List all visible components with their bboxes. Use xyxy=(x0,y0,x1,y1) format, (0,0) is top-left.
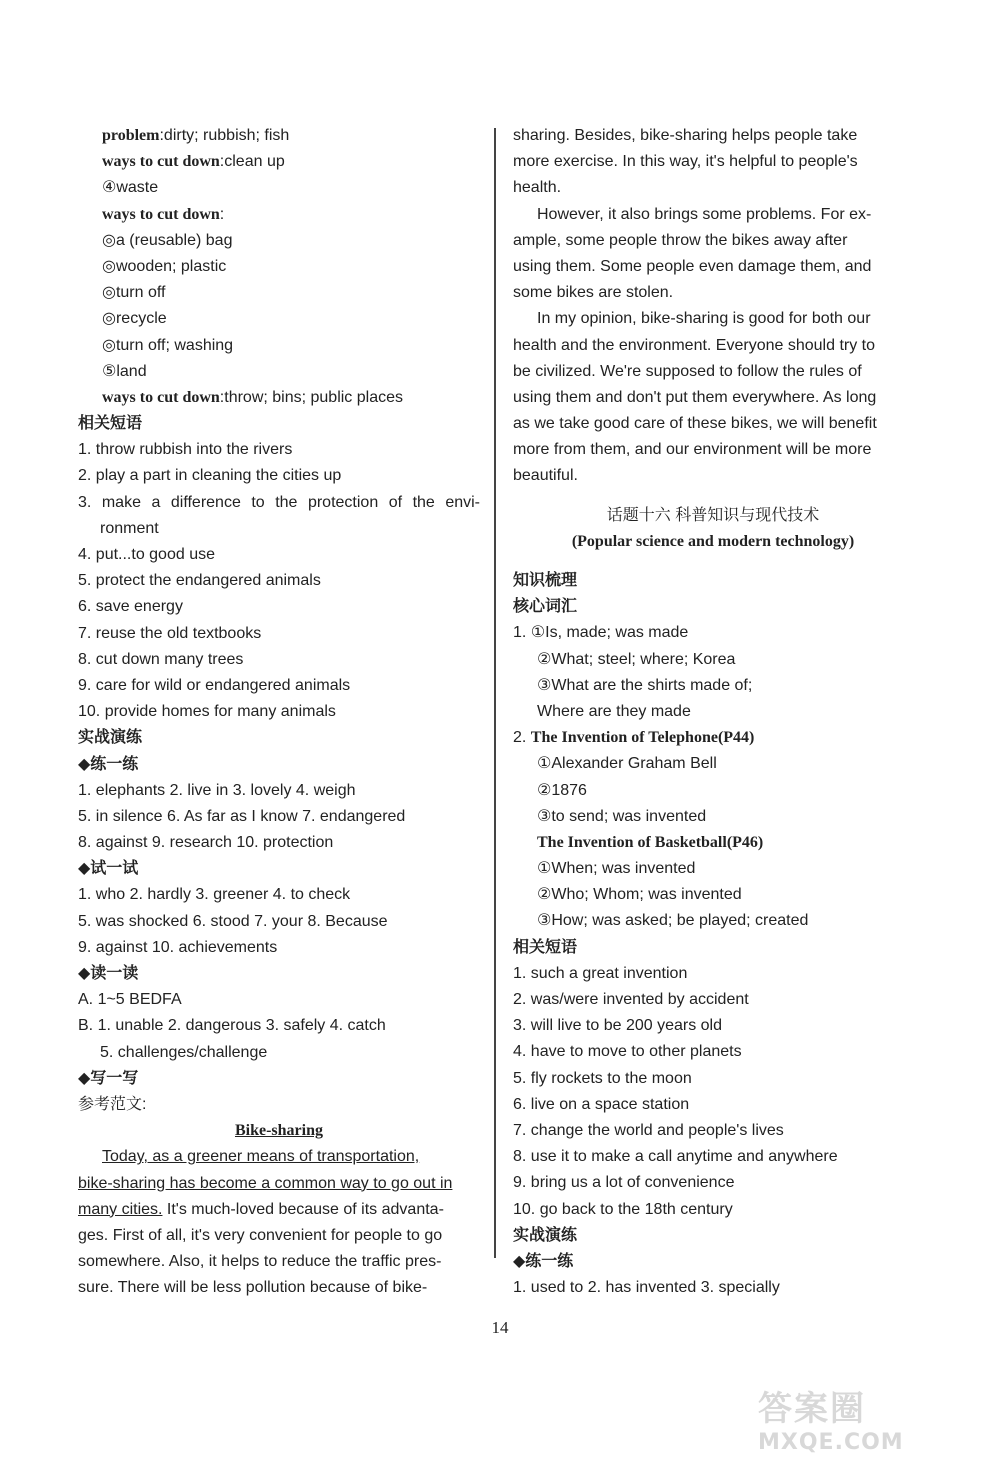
answer-waste: ④waste xyxy=(102,179,159,197)
phrase-item: 7. change the world and people's lives xyxy=(513,1121,784,1139)
phrase-item: 10. go back to the 18th century xyxy=(513,1200,733,1218)
subsection-heading: ◆写一写 xyxy=(78,1069,139,1087)
phrase-item: 1. throw rubbish into the rivers xyxy=(78,441,293,459)
phrase-item: 5. fly rockets to the moon xyxy=(513,1069,692,1087)
answer-line: ②What; steel; where; Korea xyxy=(537,650,736,668)
essay-line: beautiful. xyxy=(513,467,578,485)
essay-line: as we take good care of these bikes, we will benefit xyxy=(513,415,877,433)
essay-line: more from them, and our environment will be more xyxy=(513,441,872,459)
essay-line: using them and don't put them everywhere. As long xyxy=(513,388,877,406)
section-heading: 知识梳理 xyxy=(513,572,578,589)
answer-ways-2: ways to cut down: xyxy=(102,205,225,223)
exercise-line: 1. used to 2. has invented 3. specially xyxy=(513,1279,780,1297)
phrase-item: 4. put...to good use xyxy=(78,546,215,563)
essay-line: ges. First of all, it's very convenient for people to go xyxy=(78,1226,443,1244)
essay-title: Bike-sharing xyxy=(234,1122,323,1140)
phrase-item: 6. save energy xyxy=(78,598,183,616)
essay-line: In my opinion, bike-sharing is good for both our xyxy=(537,310,871,328)
subsection-heading: ◆试一试 xyxy=(78,860,139,878)
phrase-item: 9. bring us a lot of convenience xyxy=(513,1174,735,1192)
phrase-item: 4. have to move to other planets xyxy=(513,1043,742,1061)
right-column xyxy=(513,123,913,1301)
answer-item: ◎wooden; plastic xyxy=(102,257,227,275)
answer-line: ②1876 xyxy=(537,781,587,799)
essay-line: Today, as a greener means of transportation, xyxy=(102,1148,420,1166)
phrase-item: 3. make a difference to the protection of the envi- xyxy=(78,493,480,511)
phrase-item: 5. protect the endangered animals xyxy=(78,572,321,590)
essay-line: some bikes are stolen. xyxy=(513,284,674,302)
exercise-line: 5. challenges/challenge xyxy=(100,1043,268,1061)
exercise-line: 5. was shocked 6. stood 7. your 8. Because xyxy=(78,912,388,930)
exercise-line: A. 1~5 BEDFA xyxy=(78,991,182,1009)
page-number: 14 xyxy=(491,1318,509,1337)
exercise-line: B. 1. unable 2. dangerous 3. safely 4. catch xyxy=(78,1017,386,1035)
answer-line: Where are they made xyxy=(537,702,691,720)
essay-line: sure. There will be less pollution because of bike- xyxy=(78,1279,428,1297)
phrase-item: 10. provide homes for many animals xyxy=(78,703,336,721)
phrase-item: 9. care for wild or endangered animals xyxy=(78,676,351,694)
left-column xyxy=(78,123,480,1301)
answer-line: ②Who; Whom; was invented xyxy=(537,886,742,904)
answer-ways-1: ways to cut down:clean up xyxy=(102,153,285,171)
section-heading: 相关短语 xyxy=(513,938,578,956)
watermark-logo xyxy=(758,1381,978,1455)
phrase-item: 8. cut down many trees xyxy=(78,650,244,668)
exercise-line: 9. against 10. achievements xyxy=(78,938,278,956)
subsection-heading: ◆练一练 xyxy=(513,1252,574,1270)
essay-line: somewhere. Also, it helps to reduce the traffic pres- xyxy=(78,1253,442,1271)
essay-line: more exercise. In this way, it's helpful to people's xyxy=(513,153,858,171)
section-heading: 实战演练 xyxy=(513,1226,578,1244)
phrase-item: 2. was/were invented by accident xyxy=(513,991,749,1008)
subsection-heading: ◆读一读 xyxy=(78,965,139,982)
phrase-item: ronment xyxy=(100,519,159,537)
answer-line: ①When; was invented xyxy=(537,860,696,878)
answer-problem: problem:dirty; rubbish; fish xyxy=(102,127,290,144)
exercise-line: 8. against 9. research 10. protection xyxy=(78,834,334,852)
phrase-item: 7. reuse the old textbooks xyxy=(78,624,262,642)
answer-ways-3: ways to cut down:throw; bins; public places xyxy=(102,388,403,406)
answer-item: ◎recycle xyxy=(102,310,167,328)
answer-item: ◎a (reusable) bag xyxy=(102,231,233,249)
phrase-item: 3. will live to be 200 years old xyxy=(513,1017,722,1035)
answer-land: ⑤land xyxy=(102,362,147,380)
invention-basketball-title: The Invention of Basketball(P46) xyxy=(537,833,764,851)
watermark-text-bottom: MXQE.COM xyxy=(758,1430,904,1455)
answer-line: ③to send; was invented xyxy=(537,807,707,825)
section-heading: 核心词汇 xyxy=(513,598,578,616)
exercise-line: 1. who 2. hardly 3. greener 4. to check xyxy=(78,886,351,904)
answer-line: ③What are the shirts made of; xyxy=(537,676,753,694)
essay-line: health. xyxy=(513,179,562,197)
essay-line: many cities. It's much-loved because of its advanta- xyxy=(78,1200,444,1218)
essay-line: be civilized. We're supposed to follow the rules of xyxy=(513,362,862,380)
essay-line: ample, some people throw the bikes away after xyxy=(513,231,848,249)
essay-line: bike-sharing has become a common way to go out in xyxy=(78,1174,453,1192)
answer-item: ◎turn off; washing xyxy=(102,336,234,354)
invention-telephone-title: 2. The Invention of Telephone(P44) xyxy=(513,729,755,747)
exercise-line: 1. elephants 2. live in 3. lovely 4. weigh xyxy=(78,781,356,799)
topic-title: 话题十六 科普知识与现代技术 xyxy=(606,506,820,524)
exercise-line: 5. in silence 6. As far as I know 7. endangered xyxy=(78,807,406,825)
column-divider xyxy=(494,128,496,1258)
section-heading: 相关短语 xyxy=(78,415,143,433)
answer-item: ◎turn off xyxy=(102,284,166,302)
essay-line: health and the environment. Everyone should try to xyxy=(513,336,875,354)
watermark-text-top: 答案圈 xyxy=(758,1389,866,1429)
sample-heading: 参考范文: xyxy=(78,1095,147,1113)
answer-line: ①Alexander Graham Bell xyxy=(537,755,717,773)
answer-line: 1. ①Is, made; was made xyxy=(513,624,689,642)
subsection-heading: ◆练一练 xyxy=(78,755,139,773)
phrase-item: 6. live on a space station xyxy=(513,1095,690,1113)
phrase-item: 8. use it to make a call anytime and anywhere xyxy=(513,1148,838,1166)
phrase-item: 2. play a part in cleaning the cities up xyxy=(78,467,342,485)
section-heading: 实战演练 xyxy=(78,729,143,747)
answer-line: ③How; was asked; be played; created xyxy=(537,912,809,930)
essay-line: sharing. Besides, bike-sharing helps people take xyxy=(513,127,858,144)
essay-line: using them. Some people even damage them, and xyxy=(513,257,872,275)
topic-subtitle: (Popular science and modern technology) xyxy=(571,532,855,550)
essay-line: However, it also brings some problems. For ex- xyxy=(537,205,872,223)
phrase-item: 1. such a great invention xyxy=(513,964,688,982)
